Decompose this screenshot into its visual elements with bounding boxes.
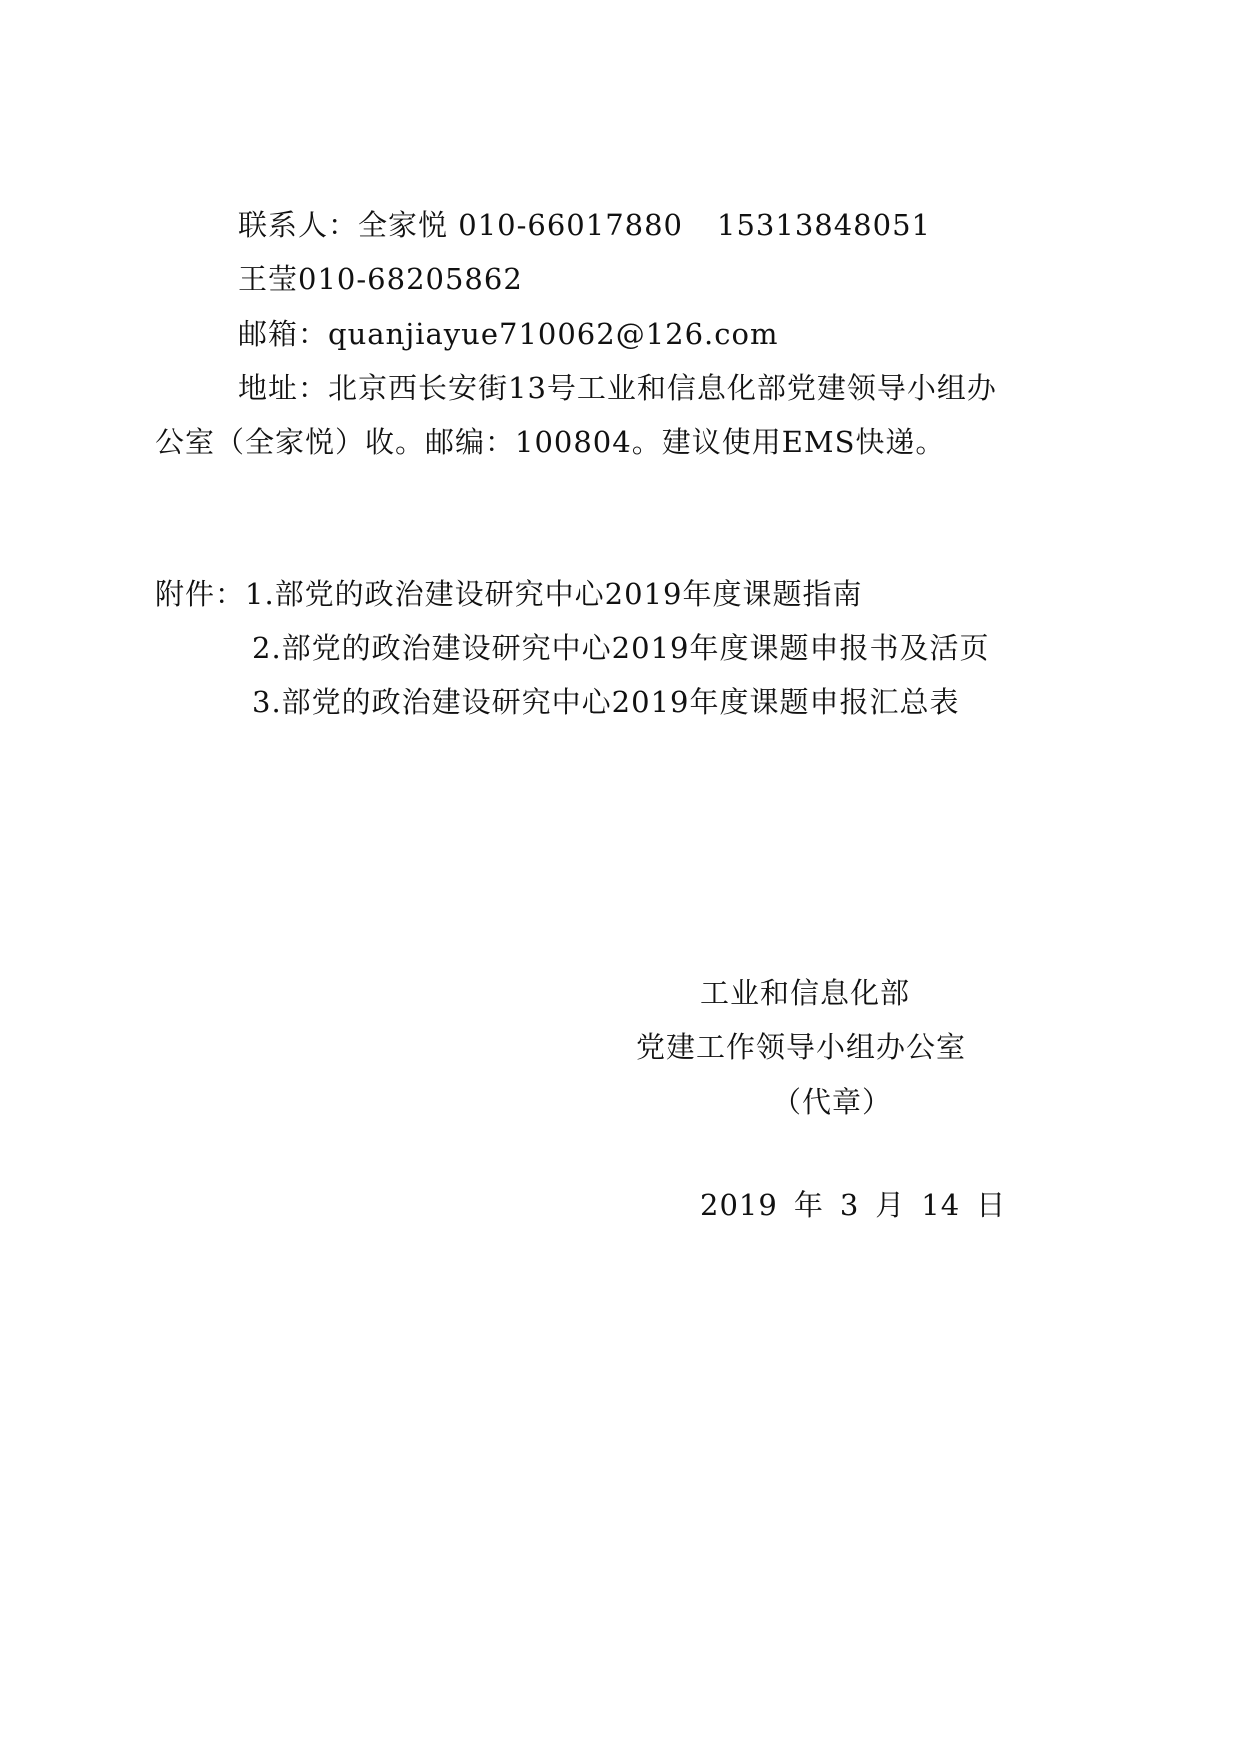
contact-name-secondary: 王莹 bbox=[238, 262, 299, 296]
address-line-2: 公室（全家悦）收。邮编：100804。建议使用EMS快递。 bbox=[155, 425, 946, 459]
contact-line-1 bbox=[238, 205, 931, 245]
email-line bbox=[238, 314, 778, 354]
signature-org-line-1: 工业和信息化部 bbox=[700, 976, 911, 1010]
attachment-item: 1.部党的政治建设研究中心2019年度课题指南 bbox=[245, 577, 863, 611]
signature-date bbox=[700, 1185, 1006, 1225]
signature-org-line-2: 党建工作领导小组办公室 bbox=[636, 1030, 967, 1064]
contact-label: 联系人： bbox=[238, 208, 359, 242]
date-day: 14 bbox=[921, 1188, 961, 1222]
date-year-unit: 年 bbox=[793, 1188, 824, 1222]
date-month: 3 bbox=[839, 1188, 860, 1222]
address-line-1: 地址：北京西长安街13号工业和信息化部党建领导小组办 bbox=[238, 371, 997, 405]
contact-line-2 bbox=[238, 259, 523, 299]
signature-seal-note: （代章） bbox=[772, 1085, 893, 1119]
attachment-item: 3.部党的政治建设研究中心2019年度课题申报汇总表 bbox=[252, 685, 960, 719]
date-day-unit: 日 bbox=[976, 1188, 1007, 1222]
email-address: quanjiayue710062@126.com bbox=[328, 317, 779, 351]
contact-name-primary: 全家悦 bbox=[358, 208, 449, 242]
contact-phone-mobile: 15313848051 bbox=[717, 208, 931, 242]
contact-phone-landline: 010-66017880 bbox=[458, 208, 684, 242]
attachment-item: 2.部党的政治建设研究中心2019年度课题申报书及活页 bbox=[252, 631, 990, 665]
date-year: 2019 bbox=[700, 1188, 778, 1222]
attachment-label: 附件： bbox=[155, 577, 246, 611]
date-month-unit: 月 bbox=[875, 1188, 906, 1222]
attachment-line-1 bbox=[155, 574, 863, 614]
email-label: 邮箱： bbox=[238, 317, 329, 351]
contact-phone-secondary: 010-68205862 bbox=[298, 262, 523, 296]
